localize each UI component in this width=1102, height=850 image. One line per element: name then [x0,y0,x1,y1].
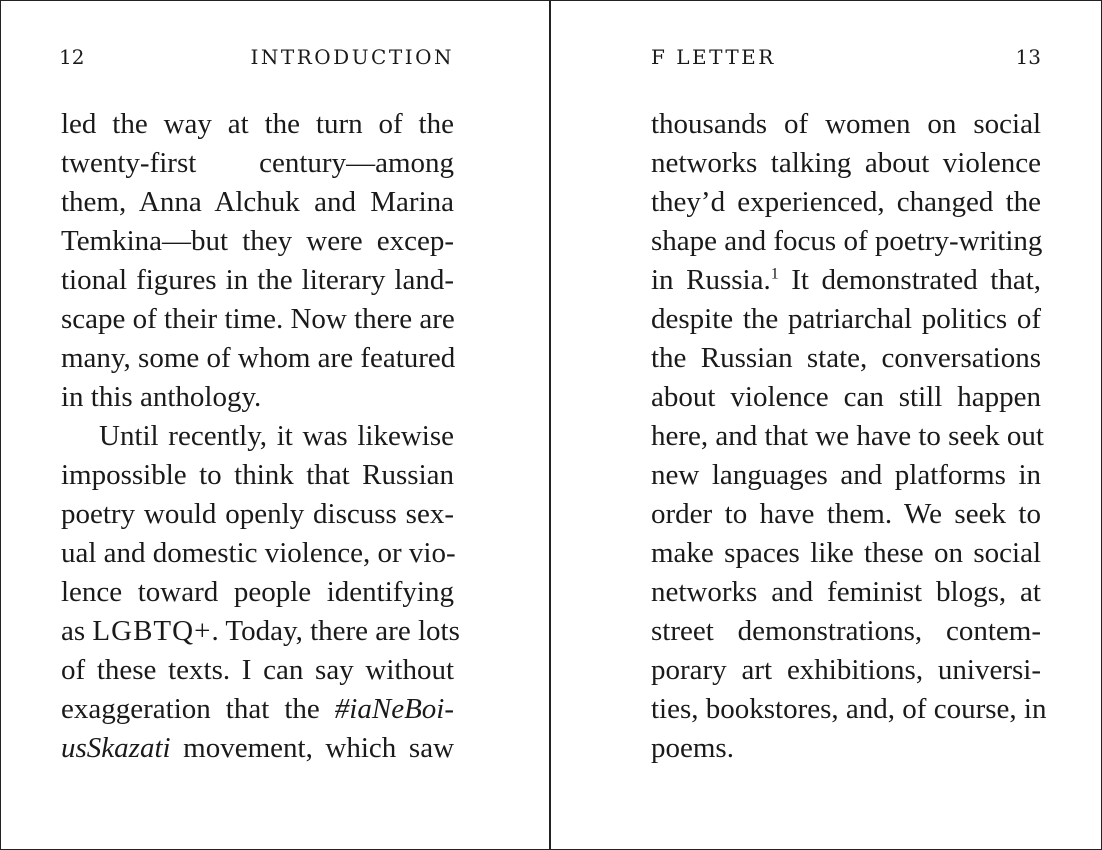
left-page [1,1,551,849]
text-line: order to have them. We seek to [651,498,1041,530]
text-line: in this anthology. [61,381,262,413]
text-line: about violence can still happen [651,381,1041,413]
text-line: led the way at the turn of the [61,108,454,140]
left-page-header [59,45,454,75]
text-line: porary art exhibitions, universi- [651,654,1041,686]
text-line: ties, bookstores, and, of course, in [651,693,1047,725]
running-head: INTRODUCTION [250,45,454,69]
right-page-header [651,45,1041,75]
text-line: here, and that we have to seek out [651,420,1044,452]
text-line [61,729,454,768]
text-fragment: in Russia. [651,264,771,296]
text-line: twenty-first century—among [61,147,454,179]
acronym-lgbtq: LGBTQ+ [92,615,212,647]
text-line: networks and feminist blogs, at [651,576,1041,608]
text-line: shape and focus of poetry-writing [651,225,1043,257]
footnote-marker: 1 [770,265,779,283]
text-line: poems. [651,732,734,764]
hashtag: #iaNeBoi- [334,693,454,725]
text-line [61,690,454,729]
text-line [651,261,1041,300]
right-page-body [651,105,1047,768]
text-line: impossible to think that Russian [61,459,454,491]
page-number: 12 [59,45,85,69]
text-line: scape of their time. Now there are [61,303,455,335]
text-fragment: movement, which saw [183,732,455,764]
running-head: F LETTER [651,45,776,69]
text-line: make spaces like these on social [651,537,1041,569]
text-line: new languages and platforms in [651,459,1041,491]
text-line: of these texts. I can say without [61,654,454,686]
text-line: lence toward people identifying [61,576,454,608]
page-number: 13 [1015,45,1041,69]
text-line: networks talking about violence [651,147,1041,179]
hashtag-continued: usSkazati [61,732,171,764]
text-line: ual and domestic violence, or vio- [61,537,456,569]
text-line: they’d experienced, changed the [651,186,1041,218]
text-line: the Russian state, conversations [651,342,1041,374]
left-page-body [61,105,460,768]
text-line: Until recently, it was likewise [99,420,454,452]
text-line: street demonstrations, contem- [651,615,1041,647]
text-line: despite the patriarchal politics of [651,303,1041,335]
text-line: them, Anna Alchuk and Marina [61,186,454,218]
text-fragment: . Today, there are lots [211,615,460,647]
text-fragment: exaggeration that the [61,693,320,725]
text-fragment: as [61,615,86,647]
text-line: poetry would openly discuss sex- [61,498,454,530]
text-line: Temkina—but they were excep- [61,225,454,257]
text-fragment: It demonstrated that, [791,264,1042,296]
text-line: many, some of whom are featured [61,342,456,374]
text-line [61,612,460,651]
right-page [551,1,1101,849]
text-line: tional figures in the literary land- [61,264,454,296]
text-line: thousands of women on social [651,108,1041,140]
